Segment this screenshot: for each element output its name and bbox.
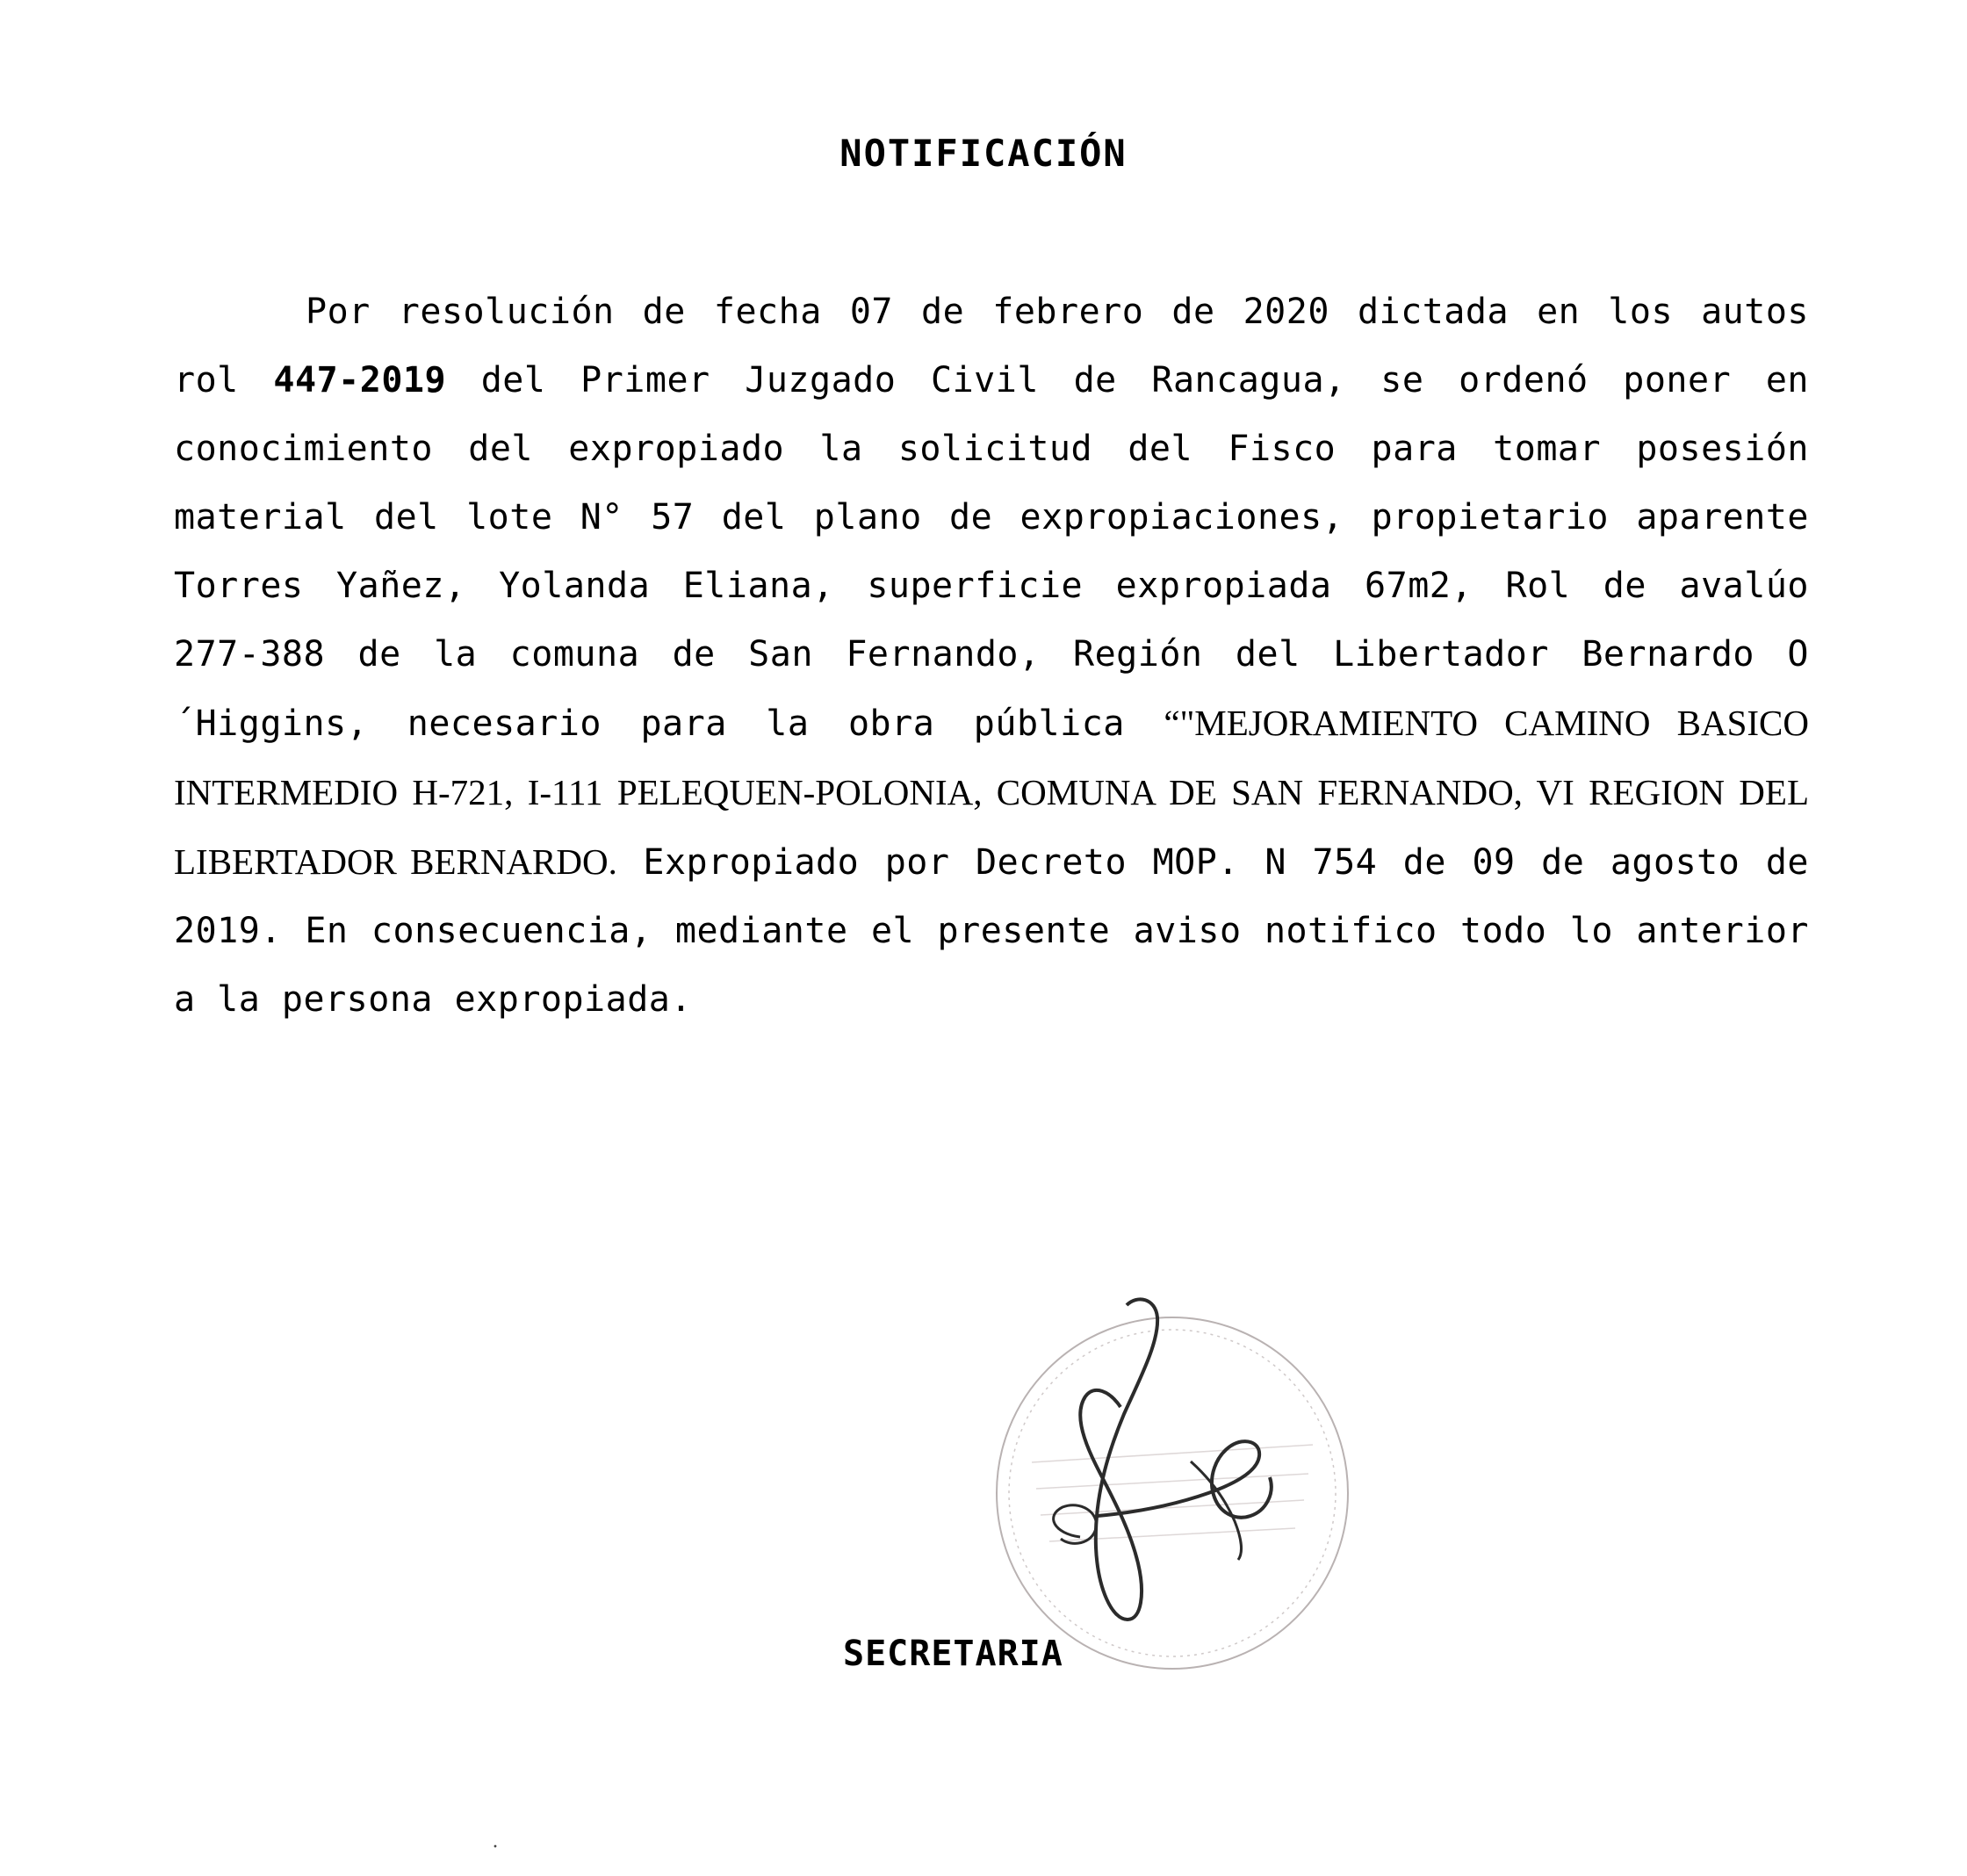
page-title: NOTIFICACIÓN [839, 132, 1128, 175]
case-number: 447-2019 [273, 360, 447, 400]
public-work-name: “"MEJORAMIENTO CAMINO BASICO INTERMEDIO H-721, I-111 PELEQUEN-POLONIA, COMUNA DE SAN FERNANDO, VI REGION DEL LIBERTADOR BERNARDO. [174, 703, 1809, 882]
signature-block [948, 1274, 1405, 1695]
circular-stamp [948, 1274, 1405, 1695]
signature-role-label: SECRETARIA [843, 1634, 1063, 1674]
document-body [174, 278, 1809, 1034]
paragraph-segment-1: Por resolución de fecha 07 de febrero de 2020 dictada en los autos rol [174, 292, 1809, 400]
notification-paragraph [174, 278, 1809, 1034]
footer-mark: · [492, 1836, 499, 1858]
paragraph-segment-3: Expropiado por Decreto MOP. N 754 de 09 de agosto de 2019. En consecuencia, mediante el presente aviso notifico todo lo anterior a la persona expropiada. [174, 842, 1809, 1020]
paragraph-segment-2: del Primer Juzgado Civil de Rancagua, se ordenó poner en conocimiento del expropiado la solicitud del Fisco para tomar posesión material del lote N° 57 del plano de expropiaciones, propietario aparente Torres Yañez, Yolanda Eliana, superficie expropiada 67m2, Rol de avalúo 277-388 de la comuna de San Fernando, Región del Libertador Bernardo O´Higgins, necesario para la obra pública [174, 360, 1809, 744]
